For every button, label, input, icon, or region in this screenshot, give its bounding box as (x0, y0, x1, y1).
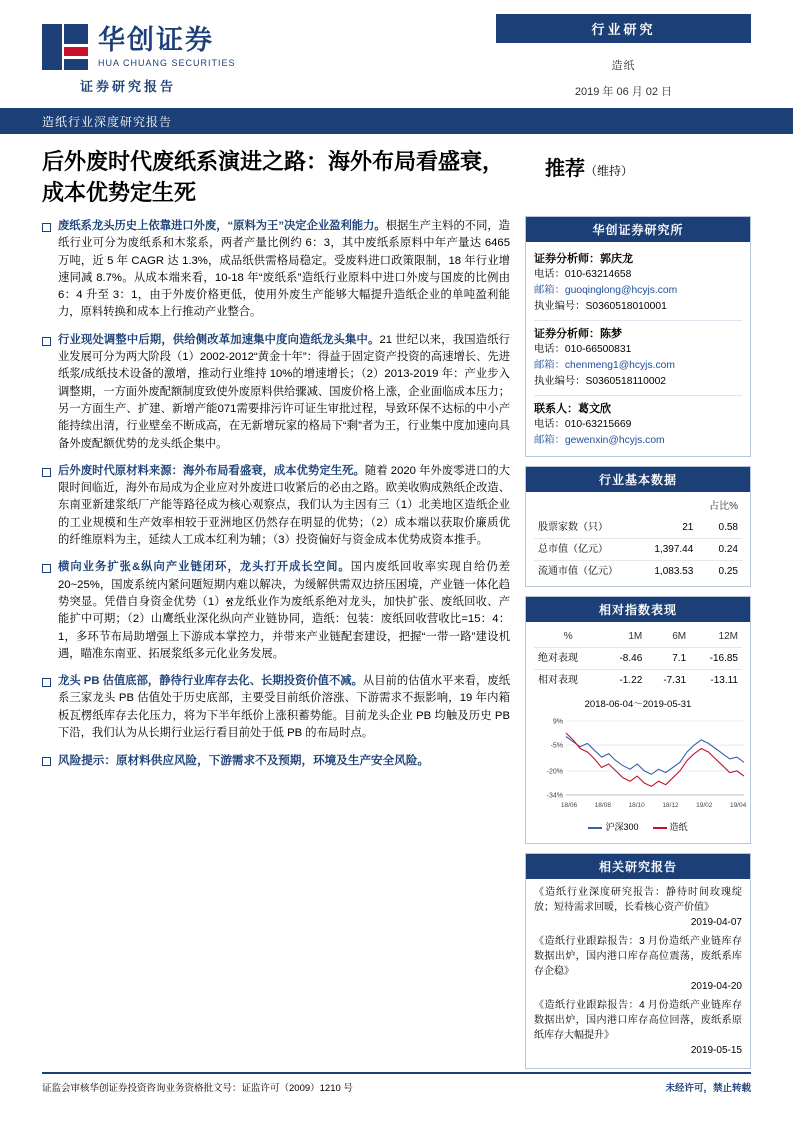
svg-text:-5%: -5% (550, 742, 563, 750)
risk-text: 风险提示：原材料供应风险，下游需求不及预期，环境及生产安全风险。 (58, 754, 430, 768)
list-item (42, 673, 510, 742)
table-row (534, 517, 742, 539)
analyst-2-email[interactable]: 邮箱：chenmeng1@hcyjs.com (534, 360, 675, 371)
cell-pct: 0.25 (718, 565, 738, 577)
page-header (0, 0, 793, 108)
cell-label: 绝对表现 (534, 648, 602, 670)
legend-label: 沪深300 (605, 822, 639, 832)
list-item (42, 332, 510, 453)
cell-6m: -7.31 (663, 674, 687, 686)
rating-block (545, 152, 633, 181)
cell-1m: -8.46 (602, 648, 646, 670)
footer-divider (42, 1072, 751, 1074)
rating-label: 推荐 (545, 158, 585, 180)
cell-value: 21 (641, 517, 698, 539)
list-item (42, 463, 510, 549)
table-row (534, 670, 742, 692)
industry-label: 造纸 (611, 60, 636, 72)
contact-name: 联系人：葛文欣 (534, 403, 611, 415)
logo-subtitle: 证券研究报告 (80, 79, 177, 94)
cell-6m: 7.1 (646, 648, 690, 670)
bullet-lead: 横向业务扩张&纵向产业链闭环，龙头打开成长空间。 (58, 561, 351, 574)
report-band-text: 造纸行业深度研究报告 (42, 115, 173, 129)
bullet-text: 随着 2020 年外废零进口的大限时间临近，海外布局成为企业应对外废进口收紧后的必由之路。欧美收购成熟纸企改造、东南亚新建浆纸厂产能等路径成为核心观察点，我们认为主因有三（1）北美地区造纸企业的工业规模和生产效率相较于亚洲地区仍然存在明显的优势；（2）成本端以获取价廉质优的纤维原料为主，延续人工成本红利为辅；（3）投资偏好与资金成本优势成资本推手。 (58, 464, 510, 547)
cell-label: 相对表现 (538, 674, 578, 686)
logo-mark-icon (42, 24, 88, 70)
summary-bullets (42, 218, 510, 781)
svg-text:18/10: 18/10 (628, 802, 645, 809)
svg-text:18/06: 18/06 (560, 802, 578, 809)
col-pct: % (534, 626, 602, 648)
performance-chart (534, 691, 747, 839)
basic-data-panel (525, 466, 751, 587)
analyst-1-tel: 电话：010-63214658 (534, 269, 632, 280)
bullet-text: 根据生产主料的不同，造纸行业可分为废纸系和木浆系，两者产量比例约 6：3，其中废纸系原料中年产量达 6465 万吨，近 5 年 CAGR 达 1.3%，成品纸供需格局稳定。受废料进口政策限制，18 年行业增速同减 8.7%。从成本端来看，10-18 年“废纸系”造纸行业原料中进口外废与国废的比例由 6：4 升至 3：1，由于外废价格更低，使用外废生产能够大幅提升造纸企业的单吨盈利能力，原料转换和成本上行推动产业整合。 (58, 220, 510, 319)
bullet-lead: 行业现处调整中后期，供给侧改革加速集中度向造纸龙头集中。 (58, 333, 380, 346)
cell-value: 1,397.44 (641, 539, 698, 561)
related-reports-panel (525, 853, 751, 1069)
related-reports-header: 相关研究报告 (526, 854, 750, 879)
svg-text:19/02: 19/02 (696, 802, 713, 809)
chart-title: 2018-06-04～2019-05-31 (584, 699, 692, 710)
legend-item (588, 819, 638, 835)
analyst-1-license: 执业编号：S0360518010001 (534, 301, 667, 312)
cell-label: 股票家数（只） (534, 517, 641, 539)
institute-panel (525, 216, 751, 457)
bullet-text: 21 世纪以来，我国造纸行业发展可分为两大阶段（1）2002-2012“黄金十年”：得益于固定资产投资的高速增长、先进纸浆/成纸技术设备的激增，推动行业维持 10%的增速增长；（2）2013-2019 年：产业步入调整期，一方面外废配额制度致使外废原料供给骤减、国废价格上涨，企业面临成本压力；另一方面生产、扩建、新增产能071需要排污许可证生审批过程，导致环保不达标的中小产能持续出清，行业壁垒不断成高，在无新增玩家的格局下“剩”者为王，行业集中度加速向具备外废配额优势的龙头纸企集中。 (58, 333, 510, 450)
table-row (534, 648, 742, 670)
relative-performance-table (534, 626, 742, 691)
report-date: 2019 年 06 月 02 日 (574, 86, 673, 98)
basic-data-col-pct: 占比% (709, 500, 738, 512)
cell-1m: -1.22 (619, 674, 643, 686)
report-title[interactable]: 《造纸行业深度研究报告：静待时间玫瑰绽放；短待需求回暖，长看核心资产价值》 (534, 887, 742, 913)
report-title[interactable]: 《造纸行业跟踪报告：3 月份造纸产业链库存数据出炉，国内港口库存高位震荡，废纸系库存企稳》 (534, 936, 742, 977)
institute-header: 华创证券研究所 (526, 217, 750, 242)
page-footer (42, 1080, 751, 1094)
page-title: 后外废时代废纸系演进之路：海外布局看盛衰，成本优势定生死 (42, 149, 505, 205)
logo-chinese-name: 华创证券 (98, 25, 214, 56)
chart-legend (540, 819, 736, 835)
legend-item (653, 819, 688, 835)
report-date: 2019-04-07 (690, 917, 742, 928)
chart-svg (540, 715, 748, 811)
contact-email[interactable]: 邮箱：gewenxin@hcyjs.com (534, 435, 665, 446)
footer-right-text: 未经许可，禁止转载 (665, 1083, 751, 1094)
relative-performance-body (526, 622, 750, 843)
cell-pct: 0.24 (697, 539, 742, 561)
svg-text:19/04: 19/04 (729, 802, 747, 809)
list-item (42, 559, 510, 663)
legend-label: 造纸 (669, 822, 688, 832)
report-title[interactable]: 《造纸行业跟踪报告：4 月份造纸产业链库存数据出炉，国内港口库存高位回落，废纸系原纸库存大幅提升》 (534, 1000, 742, 1041)
bullet-lead: 废纸系龙头历史上依靠进口外废，“原料为王”决定企业盈利能力。 (58, 220, 386, 232)
cell-12m: -16.85 (690, 648, 742, 670)
bullet-lead: 龙头 PB 估值底部，静待行业库存去化、长期投资价值不减。 (58, 675, 363, 688)
divider (534, 395, 742, 396)
footer-left-text: 证监会审核华创证券投资咨询业务资格批文号：证监许可（2009）1210 号 (42, 1083, 353, 1094)
svg-text:-20%: -20% (546, 768, 563, 776)
relative-performance-header: 相对指数表现 (526, 597, 750, 622)
bullet-lead: 后外废时代原材料来源：海外布局看盛衰，成本优势定生死。 (58, 464, 365, 477)
cell-label: 流通市值（亿元） (538, 565, 618, 577)
company-logo (42, 24, 236, 70)
cell-value: 1,083.53 (654, 565, 694, 577)
basic-data-header: 行业基本数据 (526, 467, 750, 492)
table-row (534, 496, 742, 517)
analyst-2-tel: 电话：010-66500831 (534, 344, 632, 355)
risk-note (42, 752, 510, 770)
analyst-2-name: 证券分析师：陈梦 (534, 328, 622, 340)
title-area (42, 146, 510, 208)
col-12m: 12M (690, 626, 742, 648)
svg-text:18/08: 18/08 (594, 802, 611, 809)
basic-data-body (526, 492, 750, 586)
cell-12m: -13.11 (710, 674, 738, 686)
analyst-1-name: 证券分析师：郭庆龙 (534, 253, 633, 265)
table-row (534, 539, 742, 561)
cell-pct: 0.58 (697, 517, 742, 539)
research-type-badge: 行业研究 (496, 14, 751, 43)
institute-body (526, 242, 750, 456)
col-1m: 1M (602, 626, 646, 648)
rating-note: （维持） (585, 164, 634, 178)
related-reports-body (526, 879, 750, 1068)
logo-english-name: HUA CHUANG SECURITIES (98, 57, 236, 68)
table-row (534, 626, 742, 648)
col-6m: 6M (646, 626, 690, 648)
svg-text:-34%: -34% (546, 792, 563, 800)
table-row (534, 561, 742, 583)
report-date: 2019-04-20 (690, 981, 742, 992)
bullet-text: 国内废纸回收率实现自给仍差 20~25%，国废系统内紧问题短期内难以解决，为缓解供需双边挤压困境，产业链一体化趋势突显。凭借自身资金优势（1）፳龙纸业作为废纸系绝对龙头，加快扩张、废纸回收、产能扩中可期；（2）山鹰纸业深化纵向产业链协同，造纸：包装：废纸回收营收比=15：4：1，多环节布局助增强上下游成本掌控力，并带来产业链配套建设，把握“一带一路”建设机遇，瞄准东南亚、拓展浆纸多元化业务发展。 (58, 561, 510, 660)
basic-data-table (534, 496, 742, 582)
report-date: 2019-05-15 (690, 1045, 742, 1056)
svg-text:9%: 9% (552, 718, 563, 726)
svg-text:18/12: 18/12 (662, 802, 679, 809)
header-right-block (496, 14, 751, 99)
analyst-1-email[interactable]: 邮箱：guoqinglong@hcyjs.com (534, 285, 678, 296)
cell-label: 总市值（亿元） (534, 539, 641, 561)
list-item (42, 218, 510, 322)
report-band (0, 108, 793, 134)
divider (534, 320, 742, 321)
analyst-2-license: 执业编号：S0360518110002 (534, 376, 667, 387)
sidebar (525, 216, 751, 1078)
contact-tel: 电话：010-63215669 (534, 419, 632, 430)
relative-performance-panel (525, 596, 751, 844)
bullet-text: 从目前的估值水平来看，废纸系三家龙头 PB 估值处于历史底部，主要受目前纸价溶涨、下游需求不振影响，19 年内箱板瓦楞纸库存去化压力，将为下半年纸价上涨积蓄势能。目前龙头企业 PB 均触及历史 PB 下沿，我们认为从长期行业运行看目前处于低 PB 的布局时点。 (58, 675, 510, 740)
